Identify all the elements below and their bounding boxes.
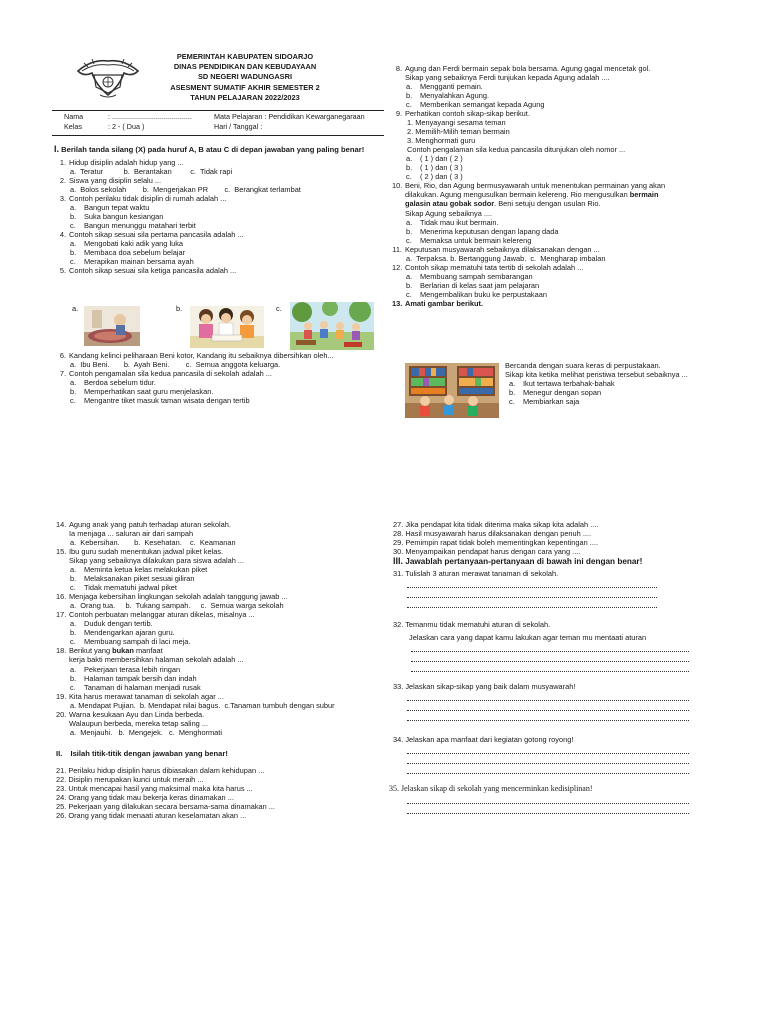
q31-answer-line-3[interactable] [407,598,657,608]
section-3-title [393,556,693,567]
question-2 [56,176,384,194]
q17-option-b[interactable]: b. Mendengarkan ajaran guru. [70,628,175,638]
school-logo [74,55,142,103]
q14-text-2: Ia menjaga ... saluran air dari sampah [69,529,194,539]
q17-option-a[interactable]: a. Duduk dengan tertib. [70,619,153,629]
section-1-instruction: Berilah tanda silang (X) pada huruf A, B atau C di depan jawaban yang paling benar! [61,145,365,154]
section-3-num: III. [393,556,404,567]
isian-23[interactable]: 23. Untuk mencapai hasil yang maksimal maka kita harus ... [56,784,253,794]
q12-number: 12. [392,262,403,272]
q3-option-a[interactable]: a. Bangun tepat waktu [70,203,150,213]
isian-list [56,766,386,820]
q32-text: 32. Temanmu tidak mematuhi aturan di sekolah. [393,620,551,630]
q14-text: Agung anak yang patuh terhadap aturan sekolah. [69,520,231,529]
q12-option-b[interactable]: b. Berlarian di kelas saat jam pelajaran [406,280,540,290]
question-32 [393,620,693,672]
q8-option-a[interactable]: a. Mengganti pemain. [406,82,483,92]
q13-library-image [405,363,499,418]
q33-answer-line-1[interactable] [407,691,689,701]
q13-desc-1: Bercanda dengan suara keras di perpustakaan. [505,361,661,370]
header-rule-bottom [52,135,384,136]
q8-text: Agung dan Ferdi bermain sepak bola bersama. Agung gagal mencetak gol. [405,64,651,73]
question-14 [56,520,386,547]
q34-text: 34. Jelaskan apa manfaat dari kegiatan gotong royong! [393,735,574,745]
q5-text: Contoh sikap sesuai sila ketiga pancasila adalah ... [69,266,237,276]
q4-option-b[interactable]: b. Membaca doa sebelum belajar [70,248,186,258]
isian-22[interactable]: 22. Disiplin merupakan kunci untuk meraih ... [56,775,204,785]
question-17 [56,610,386,646]
q16-text: Menjaga kebersihan lingkungan sekolah adalah tanggung jawab ... [69,592,288,602]
q32-answer-line-2[interactable] [411,652,689,662]
question-3 [56,194,384,230]
question-16 [56,592,386,610]
q35-answer-line-2[interactable] [407,804,689,814]
question-6 [56,351,386,369]
q2-options[interactable]: a. Bolos sekolah b. Mengerjakan PR c. Berangkat terlambat [70,185,301,195]
q7-number: 7. [59,369,66,379]
q5-option-a-image [84,306,140,346]
q15-text: Ibu guru sudah menentukan jadwal piket kelas. [69,547,224,557]
garuda-emblem-icon [74,55,142,101]
q17-number: 17. [56,610,67,620]
question-7 [56,369,386,405]
q12-text: Contoh sikap mematuhi tata tertib di sekolah adalah ... [405,262,584,272]
q2-text: Siswa yang disiplin selalu ... [69,176,162,186]
q11-number: 11. [392,244,402,254]
q31-answer-line-1[interactable] [407,578,657,588]
isian-30[interactable]: 30. Menyampaikan pendapat harus dengan cara yang .... [393,547,581,557]
header-line-3: SD NEGERI WADUNGASRI [197,72,293,82]
school-header [140,52,350,103]
question-12 [392,263,722,299]
q9-text-2: Contoh pengalaman sila kedua pancasila ditunjukan oleh nomor ... [407,145,626,155]
q10-number: 10. [392,181,403,191]
q4-text: Contoh sikap sesuai sila pertama pancasila adalah ... [69,230,244,240]
q14-options[interactable]: a. Kebersihan. b. Kesehatan. c. Keamanan [70,538,236,548]
q10-option-c[interactable]: c. Memaksa untuk bermain kelereng [406,235,532,245]
q9-item-1: 1. Menyayangi sesama teman [407,118,506,128]
q19-number: 19. [56,691,67,701]
question-35 [389,784,693,814]
question-1 [56,158,384,176]
q6-number: 6. [59,351,66,360]
q9-option-a[interactable]: a. ( 1 ) dan ( 2 ) [406,154,463,164]
q6-text: Kandang kelinci peliharaan Beni kotor, Kandang itu sebaiknya dibersihkan oleh... [69,351,334,360]
section-1-num: I. [54,144,60,154]
q35-answer-line-1[interactable] [407,794,689,804]
question-8 [392,64,722,109]
q20-options[interactable]: a. Menjauhi. b. Mengejek. c. Menghormati [70,727,222,737]
right-column-top [392,64,722,308]
header-line-5: TAHUN PELAJARAN 2022/2023 [190,92,300,102]
isian-27[interactable]: 27. Jika pendapat kita tidak diterima maka sikap kita adalah .... [393,520,599,529]
left-column-top [54,144,384,275]
question-4 [56,230,384,266]
q33-text: 33. Jelaskan sikap-sikap yang baik dalam musyawarah! [393,682,576,692]
q15-number: 15. [56,547,67,557]
q20-text-2: Walaupun berbeda, mereka tetap saling ... [69,718,208,728]
q33-answer-line-3[interactable] [407,711,689,721]
q9-option-c[interactable]: c. ( 2 ) dan ( 3 ) [406,172,463,182]
q34-answer-line-3[interactable] [407,764,689,774]
q8-number: 8. [395,64,402,73]
q19-text: Kita harus merawat tanaman di sekolah agar ... [69,691,224,701]
q11-options[interactable]: a. Terpaksa. b. Bertanggung Jawab. c. Mengharap imbalan [406,253,606,263]
q1-text: Hidup disiplin adalah hidup yang ... [69,157,184,167]
q10-option-b[interactable]: b. Menerima keputusan dengan lapang dada [406,226,559,236]
left-column-top-continued [56,351,386,405]
q34-answer-line-2[interactable] [407,754,689,764]
q13-text: Amati gambar berikut. [405,298,484,308]
question-20 [56,710,386,737]
q16-options[interactable]: a. Orang tua. b. Tukang sampah. c. Semua warga sekolah [70,601,284,611]
section-3-instruction: Jawablah pertanyaan-pertanyaan di bawah ini dengan benar! [405,557,643,567]
q11-text: Keputusan musyawarah sebaiknya dilaksanakan dengan ... [405,244,600,254]
q13-number: 13. [392,298,403,308]
q8-option-c[interactable]: c. Memberikan semangat kepada Agung [406,100,545,110]
q3-text: Contoh perilaku tidak disiplin di rumah adalah ... [69,194,227,204]
q3-option-b[interactable]: b. Suka bangun kesiangan [70,212,164,222]
q5-option-c-image [290,302,374,350]
q6-options[interactable]: a. Ibu Beni. b. Ayah Beni. c. Semua anggota keluarga. [70,360,281,370]
q17-option-c[interactable]: c. Membuang sampah di laci meja. [70,637,191,647]
question-5 [56,266,384,275]
left-column-bottom [56,520,386,820]
q35-text: 35. Jelaskan sikap di sekolah yang mencerminkan kedisiplinan! [389,784,593,794]
q1-options[interactable]: a. Teratur b. Berantakan c. Tidak rapi [70,167,233,176]
q5-option-c-label[interactable]: c. [276,304,282,313]
question-13 [392,299,722,308]
q32-answer-line-1[interactable] [411,642,689,652]
question-34 [393,735,693,774]
q15-option-c[interactable]: c. Tidak mematuhi jadwal piket [70,583,177,593]
q18-option-c[interactable]: c. Tanaman di halaman menjadi rusak [70,682,201,692]
q9-option-b[interactable]: b. ( 1 ) dan ( 3 ) [406,163,463,173]
q8-text-2: Sikap yang sebaiknya Ferdi tunjukan kepada Agung adalah .... [405,73,610,83]
question-9 [392,109,722,181]
q32-text-2: Jelaskan cara yang dapat kamu lakukan agar teman mu mentaati aturan [409,633,647,643]
q4-option-a[interactable]: a. Mengobati kaki adik yang luka [70,239,184,249]
question-33 [393,682,693,721]
q20-number: 20. [56,709,67,719]
q20-text: Warna kesukaan Ayu dan Linda berbeda. [69,709,205,719]
section-1-title [54,144,384,155]
question-15 [56,547,386,592]
q15-option-a[interactable]: a. Meminta ketua kelas melakukan piket [70,565,208,575]
q18-number: 18. [56,646,67,656]
q7-option-a[interactable]: a. Berdoa sebelum tidur. [70,378,156,388]
question-18 [56,646,386,691]
q7-option-c[interactable]: c. Mengantre tiket masuk taman wisata dengan tertib [70,396,250,406]
header-line-1: PEMERINTAH KABUPATEN SIDOARJO [176,52,314,61]
section-2-instruction: Isilah titik-titik dengan jawaban yang benar! [70,748,228,758]
mapel-label: Mata Pelajaran : Pendidikan Kewarganegaraan [214,111,365,121]
section-2-num: II. [56,748,63,758]
q18-option-a[interactable]: a. Pekerjaan terasa lebih ringan [70,664,181,674]
q18-option-b[interactable]: b. Halaman tampak bersih dan indah [70,673,197,683]
q10-option-a[interactable]: a. Tidak mau ikut bermain. [406,217,499,227]
student-info [64,112,384,132]
isian-28[interactable]: 28. Hasil musyawarah harus dilaksanakan dengan penuh .... [393,529,592,539]
q13-details [505,361,725,406]
q14-number: 14. [56,520,67,529]
q13-option-c[interactable]: c. Membiarkan saja [509,397,580,407]
kelas-value: : 2 - ( Dua ) [108,121,145,131]
q10-text-2: dilakukan. Agung mengusulkan bermain kelereng. Rio mengusulkan bermain [405,190,659,200]
q7-option-b[interactable]: b. Memperhatikan saat guru menjelaskan. [70,387,214,397]
header-line-2: DINAS PENDIDIKAN DAN KEBUDAYAAN [173,62,317,72]
q12-option-a[interactable]: a. Membuang sampah sembarangan [406,271,533,281]
question-11 [392,245,722,263]
isian-21[interactable]: 21. Perilaku hidup disiplin harus dibiasakan dalam kehidupan ... [56,766,265,775]
q4-number: 4. [59,230,66,240]
q16-number: 16. [56,592,67,602]
section-2-title [56,749,386,758]
q31-text: 31. Tulislah 3 aturan merawat tanaman di sekolah. [393,569,559,579]
q9-item-2: 2. Memilih-Milih teman bermain [407,127,510,137]
q32-answer-line-3[interactable] [411,662,689,672]
q3-number: 3. [59,194,66,204]
q5-option-b-image [190,306,264,348]
q13-option-a[interactable]: a. Ikut tertawa terbahak-bahak [509,379,615,389]
q9-text: Perhatikan contoh sikap-sikap berikut. [405,109,530,119]
q1-number: 1. [59,157,66,167]
isian-25[interactable]: 25. Pekerjaan yang dilakukan secara bersama-sama dinamakan ... [56,802,275,812]
q31-answer-line-2[interactable] [407,588,657,598]
right-column-bottom [389,520,693,814]
hari-tanggal-field[interactable]: Hari / Tanggal : [214,121,263,131]
q10-text-3: galasin atau gobak sodor. Beni setuju dengan usulan Rio. [405,199,601,209]
q33-answer-line-2[interactable] [407,701,689,711]
q7-text: Contoh pengamalan sila kedua pancasila di sekolah adalah ... [69,369,272,379]
isian-26[interactable]: 26. Orang yang tidak menaati aturan keselamatan akan ... [56,811,247,821]
kelas-label: Kelas [64,121,82,131]
q15-text-2: Sikap yang sebaiknya dilakukan para siswa adalah ... [69,556,245,566]
q19-options[interactable]: a. Mendapat Pujian. b. Mendapat nilai bagus. c.Tanaman tumbuh dengan subur [70,700,335,710]
q10-text: Beni, Rio, dan Agung bermusyawarah untuk menentukan permainan yang akan [405,181,666,191]
q13-desc-2: Sikap kita ketika melihat peristiwa tersebut sebaiknya ... [505,370,688,380]
q9-number: 9. [395,109,402,119]
q18-text: Berikut yang bukan manfaat [69,646,163,656]
question-31 [393,569,693,608]
q18-text-2: kerja bakti membersihkan halaman sekolah adalah ... [69,655,244,665]
question-19 [56,692,386,710]
q2-number: 2. [59,176,66,186]
isian-29[interactable]: 29. Pemimpin rapat tidak boleh mementingkan kepentingan .... [393,538,599,548]
question-10 [392,181,722,244]
q3-option-c[interactable]: c. Bangun menunggu matahari terbit [70,221,196,231]
q8-option-b[interactable]: b. Menyalahkan Agung. [406,91,490,101]
header-rule-top [52,110,384,111]
header-line-4: ASESMENT SUMATIF AKHIR SEMESTER 2 [170,82,320,92]
q5-number: 5. [59,266,66,276]
q10-text-4: Sikap Agung sebaiknya .... [405,208,493,218]
q15-option-b[interactable]: b. Melaksanakan piket sesuai giliran [70,574,195,584]
q13-option-b[interactable]: b. Menegur dengan sopan [509,388,602,398]
q12-option-c[interactable]: c. Mengembalikan buku ke perpustakaan [406,289,547,299]
q5-option-a-label[interactable]: a. [72,304,79,313]
isian-24[interactable]: 24. Orang yang tidak mau bekerja keras dinamakan ... [56,793,234,803]
q9-item-3: 3. Menghormati guru [407,136,476,146]
q4-option-c[interactable]: c. Merapikan mainan bersama ayah [70,257,194,267]
q17-text: Contoh perbuatan melanggar aturan dikelas, misalnya ... [69,610,255,620]
nama-label: Nama [64,111,84,121]
nama-field[interactable]: : ........................................ [108,111,192,121]
q5-option-b-label[interactable]: b. [176,304,183,313]
q34-answer-line-1[interactable] [407,744,689,754]
